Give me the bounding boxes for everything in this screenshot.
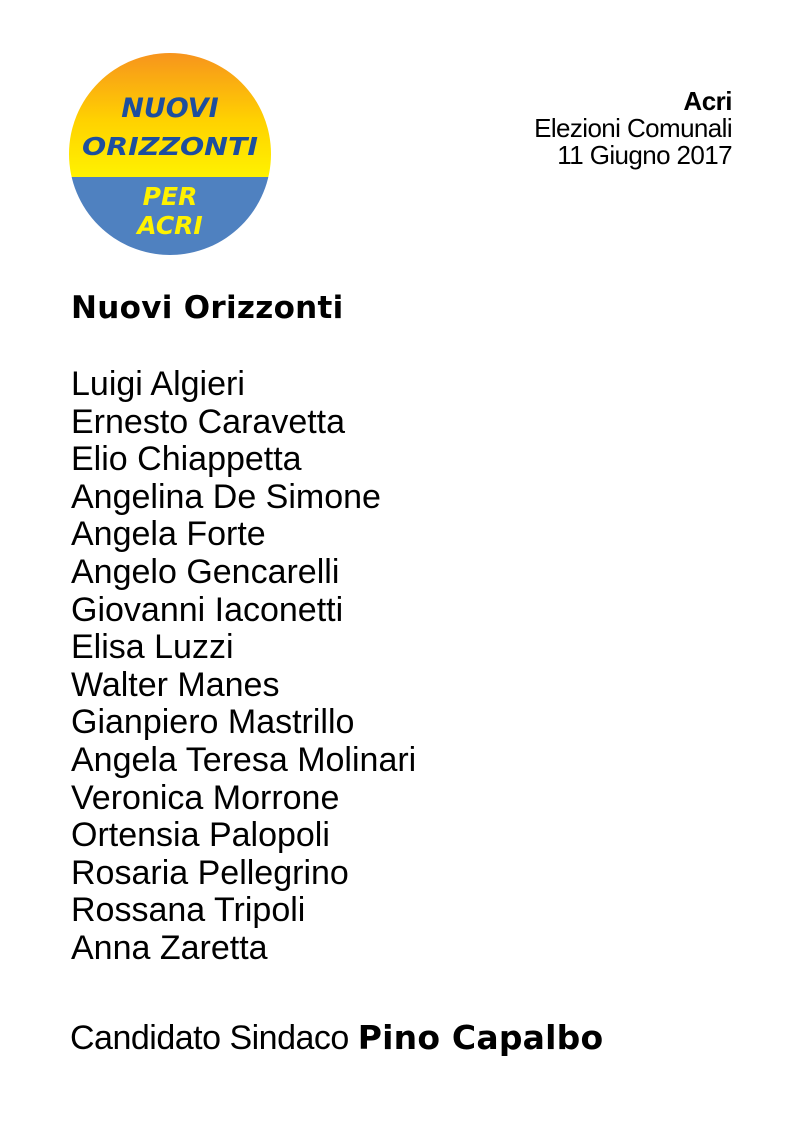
candidate-name: Ernesto Caravetta bbox=[71, 402, 346, 441]
candidate-name: Angela Forte bbox=[71, 515, 266, 554]
list-title: Nuovi Orizzonti bbox=[71, 290, 344, 326]
mayor-label: Candidato Sindaco bbox=[70, 1019, 349, 1057]
mayor-name: Pino Capalbo bbox=[357, 1018, 604, 1057]
party-logo bbox=[69, 53, 271, 255]
candidate-name: Elio Chiappetta bbox=[71, 440, 302, 479]
logo-text-orizzonti: ORIZZONTI bbox=[82, 132, 258, 161]
election-date: 11 Giugno 2017 bbox=[557, 140, 732, 170]
city-name: Acri bbox=[683, 86, 732, 116]
candidate-name: Anna Zaretta bbox=[71, 928, 268, 967]
candidate-name: Luigi Algieri bbox=[71, 365, 245, 403]
candidate-name: Angelo Gencarelli bbox=[71, 552, 340, 591]
logo-text-acri: ACRI bbox=[137, 211, 203, 240]
candidate-list bbox=[71, 366, 416, 968]
candidate-name: Walter Manes bbox=[71, 665, 280, 704]
candidate-name: Gianpiero Mastrillo bbox=[71, 703, 355, 742]
mayor-candidate bbox=[70, 1018, 603, 1058]
election-type: Elezioni Comunali bbox=[534, 113, 732, 143]
candidate-name: Rossana Tripoli bbox=[71, 891, 306, 930]
logo-text-nuovi: NUOVI bbox=[121, 93, 219, 124]
candidate-name: Veronica Morrone bbox=[71, 778, 340, 817]
candidate-name: Angela Teresa Molinari bbox=[71, 740, 417, 779]
candidate-name: Rosaria Pellegrino bbox=[71, 853, 349, 892]
candidate-name: Ortensia Palopoli bbox=[71, 816, 330, 855]
candidate-name: Giovanni Iaconetti bbox=[71, 590, 344, 629]
logo-text-per: PER bbox=[142, 182, 198, 211]
election-header bbox=[534, 88, 732, 169]
candidate-name: Elisa Luzzi bbox=[71, 628, 234, 667]
candidate-name: Angelina De Simone bbox=[71, 477, 381, 516]
